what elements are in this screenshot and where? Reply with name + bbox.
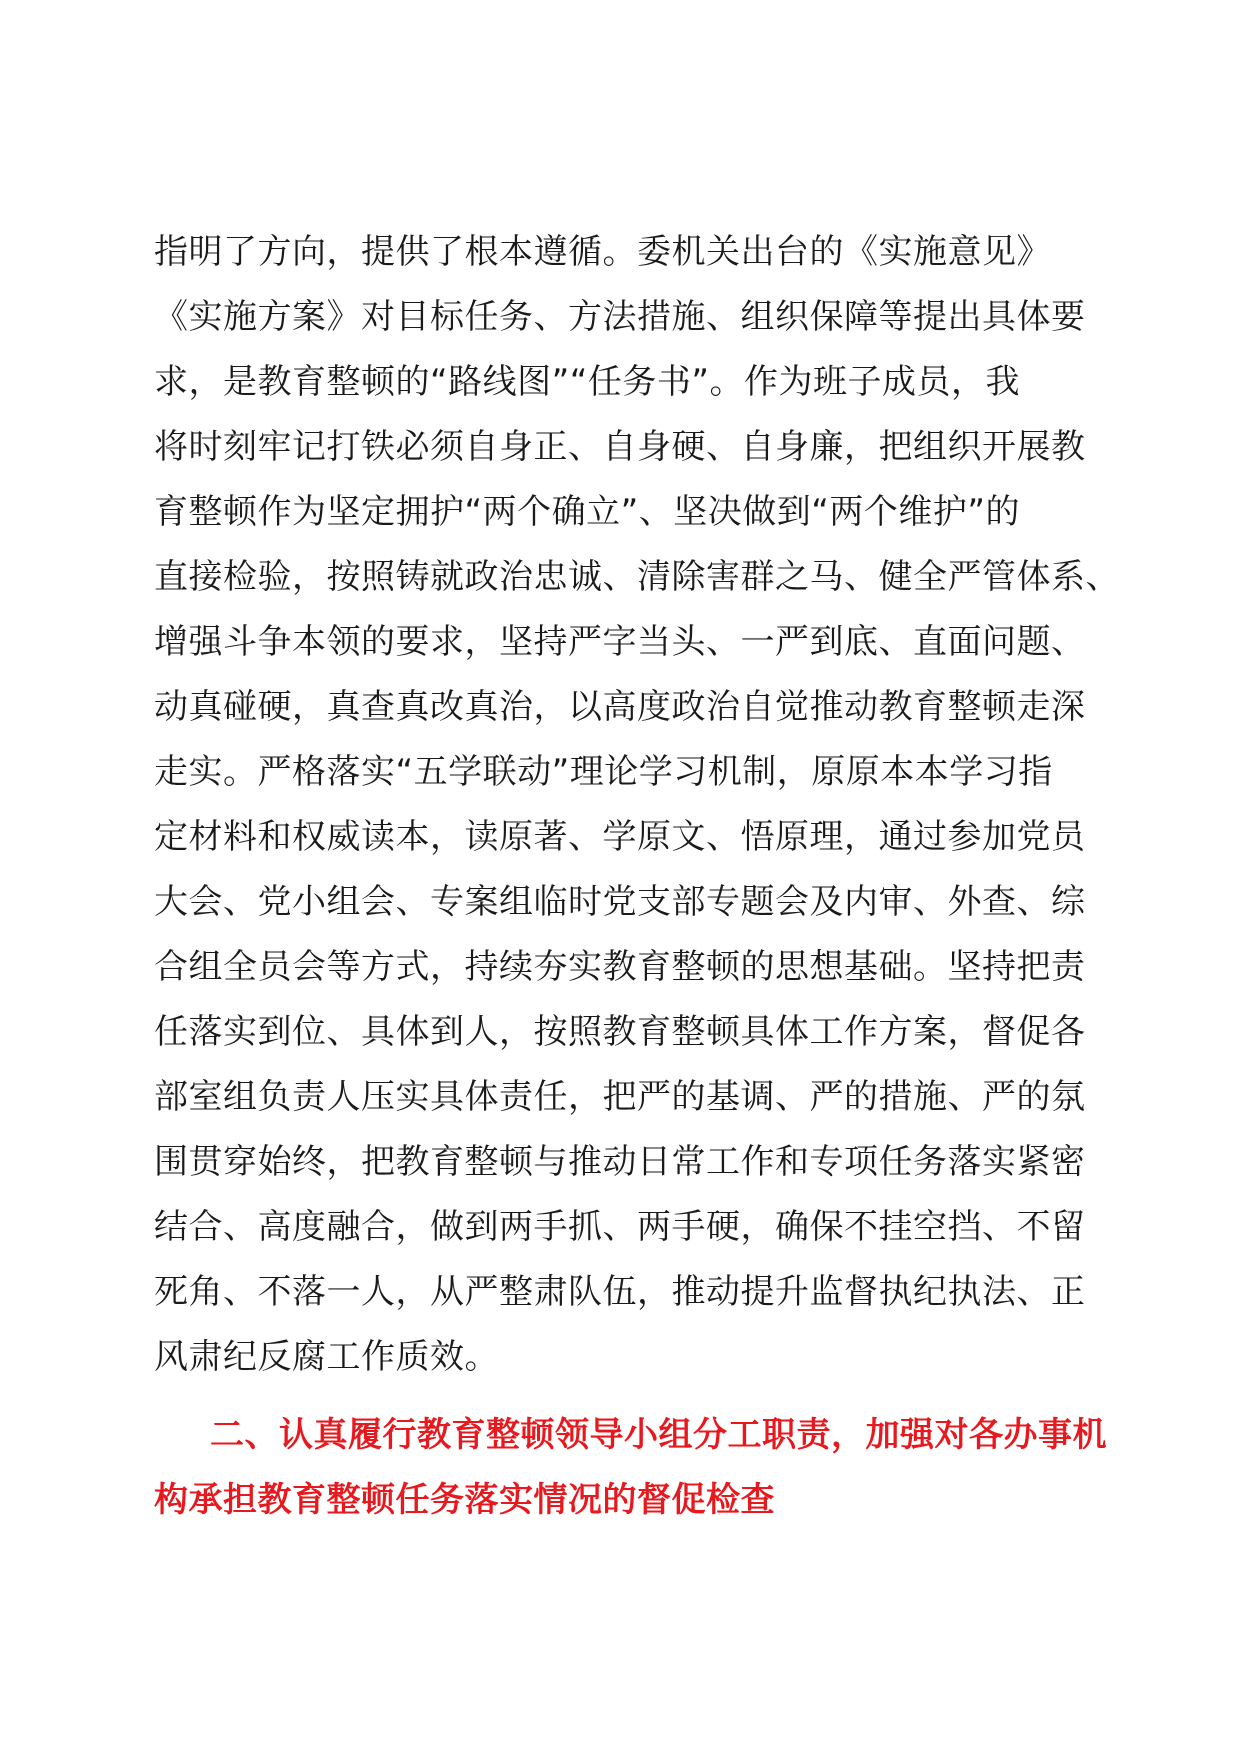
paragraph-line: 将时刻牢记打铁必须自身正、自身硬、自身廉，把组织开展教 <box>154 427 1086 467</box>
paragraph-line: 任落实到位、具体到人，按照教育整顿具体工作方案，督促各 <box>154 1012 1086 1052</box>
paragraph-line: 合组全员会等方式，持续夯实教育整顿的思想基础。坚持把责 <box>154 947 1086 987</box>
body-paragraph <box>154 220 1120 1390</box>
paragraph-line: 定材料和权威读本，读原著、学原文、悟原理，通过参加党员 <box>154 817 1086 857</box>
section-heading <box>154 1403 1107 1533</box>
heading-line: 构承担教育整顿任务落实情况的督促检查 <box>154 1480 775 1520</box>
paragraph-line: 动真碰硬，真查真改真治，以高度政治自觉推动教育整顿走深 <box>154 687 1086 727</box>
paragraph-line: 《实施方案》对目标任务、方法措施、组织保障等提出具体要 <box>154 297 1086 337</box>
paragraph-line: 走实。严格落实“五学联动”理论学习机制，原原本本学习指 <box>154 752 1053 792</box>
paragraph-line: 求，是教育整顿的“路线图”“任务书”。作为班子成员，我 <box>154 362 1020 402</box>
paragraph-line: 结合、高度融合，做到两手抓、两手硬，确保不挂空挡、不留 <box>154 1207 1086 1247</box>
paragraph-line: 直接检验，按照铸就政治忠诚、清除害群之马、健全严管体系、 <box>154 557 1120 597</box>
paragraph-line: 死角、不落一人，从严整肃队伍，推动提升监督执纪执法、正 <box>154 1272 1086 1312</box>
paragraph-line: 增强斗争本领的要求，坚持严字当头、一严到底、直面问题、 <box>154 622 1086 662</box>
paragraph-line: 风肃纪反腐工作质效。 <box>154 1337 499 1377</box>
paragraph-line: 部室组负责人压实具体责任，把严的基调、严的措施、严的氛 <box>154 1077 1086 1117</box>
paragraph-line: 围贯穿始终，把教育整顿与推动日常工作和专项任务落实紧密 <box>154 1142 1086 1182</box>
paragraph-line: 育整顿作为坚定拥护“两个确立”、坚决做到“两个维护”的 <box>154 492 1020 532</box>
heading-line: 二、认真履行教育整顿领导小组分工职责，加强对各办事机 <box>210 1415 1107 1455</box>
paragraph-line: 指明了方向，提供了根本遵循。委机关出台的《实施意见》 <box>154 232 1051 272</box>
paragraph-line: 大会、党小组会、专案组临时党支部专题会及内审、外查、综 <box>154 882 1086 922</box>
